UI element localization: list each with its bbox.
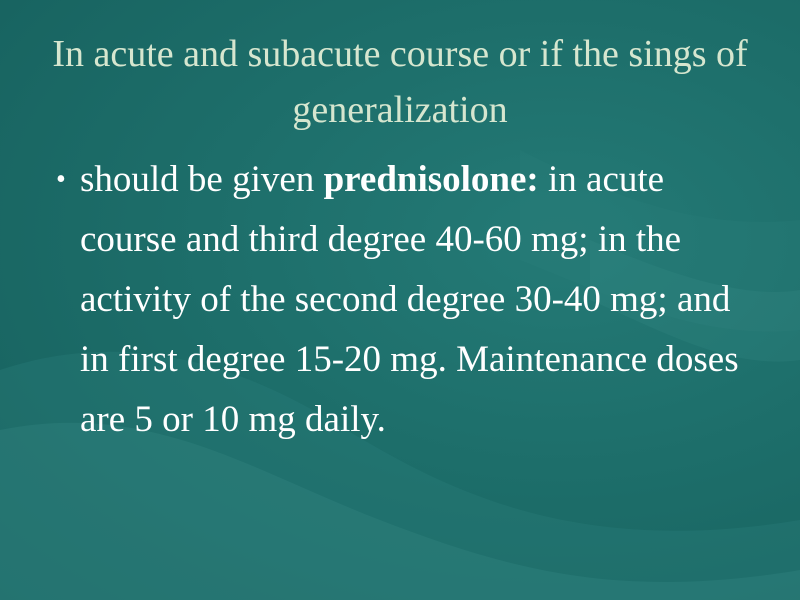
bullet-bold-term: prednisolone:	[323, 159, 539, 200]
bullet-text-rest: in acute course and third degree 40-60 mg; in the activity of the second degree 30-40 mg; and in first degree 15-20 mg. Maintenance doses are 5 or 10 mg daily.	[80, 159, 739, 440]
slide-title: In acute and subacute course or if the sings of generalization	[52, 33, 748, 131]
bullet-marker: •	[56, 164, 66, 195]
bullet-list	[0, 150, 800, 450]
bullet-text-lead: should be given	[80, 159, 324, 200]
bullet-item	[0, 150, 800, 450]
